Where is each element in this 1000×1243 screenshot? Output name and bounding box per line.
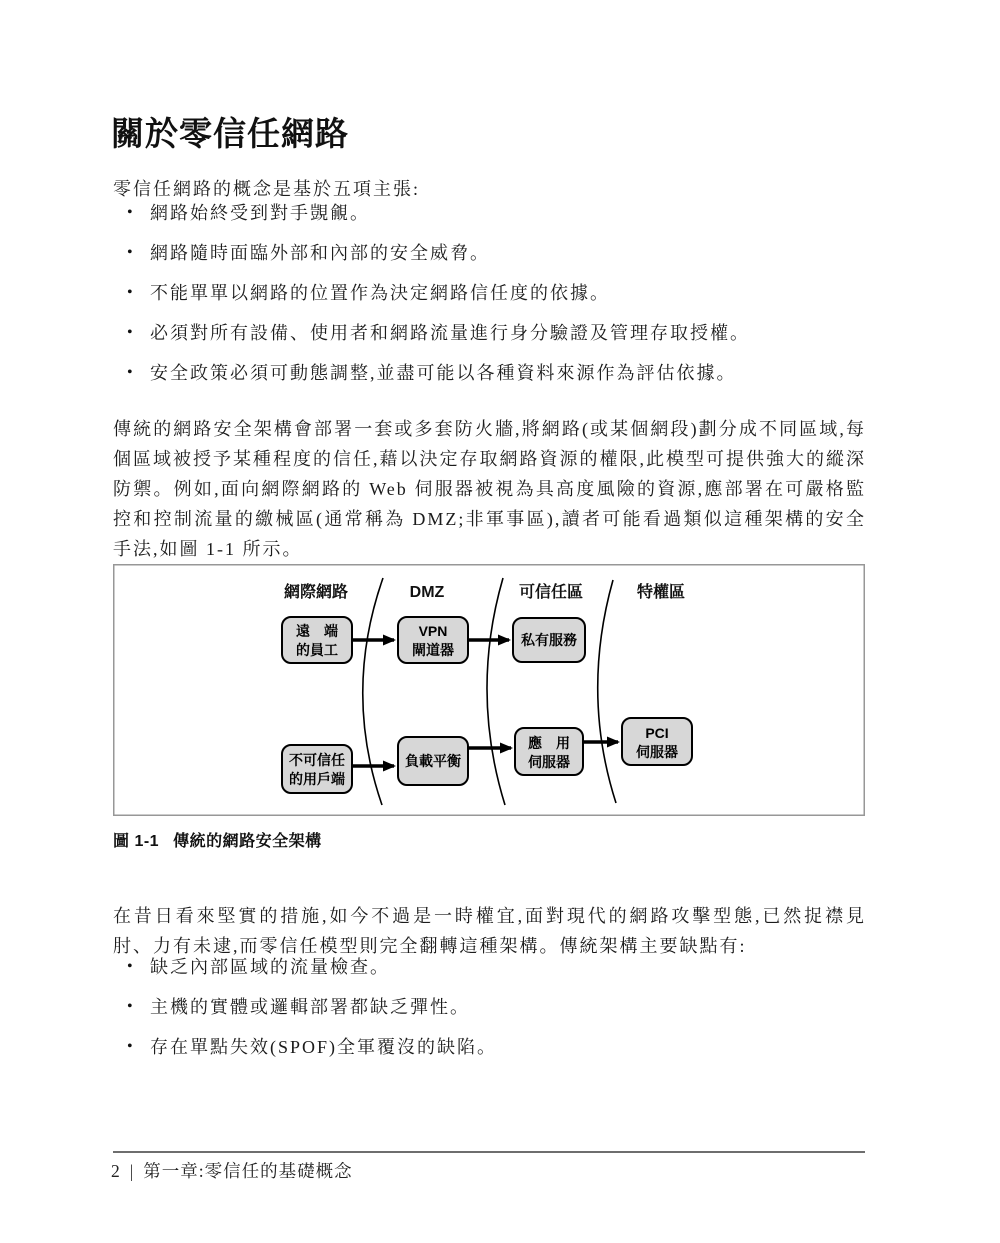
node-app-server (515, 728, 583, 775)
node-label: 伺服器 (528, 754, 570, 770)
node-load-balancer (398, 737, 468, 785)
figure-caption-text: 傳統的網路安全架構 (173, 833, 322, 850)
bullet-icon: • (127, 284, 133, 301)
bullet-icon: • (127, 204, 133, 221)
principle-item (127, 278, 866, 308)
bullet-icon: • (127, 364, 133, 381)
node-label: 伺服器 (636, 744, 678, 760)
principle-item (127, 318, 866, 348)
page-footer (111, 1157, 353, 1185)
zone-label-trusted: 可信任區 (518, 584, 584, 601)
node-label: 遠 端 (296, 623, 338, 639)
weakness-item (127, 992, 866, 1022)
footer-rule (113, 1151, 865, 1153)
footer-chapter: 第一章:零信任的基礎概念 (143, 1161, 353, 1181)
figure-caption-label: 圖 1-1 (113, 833, 160, 850)
footer-page-number: 2 (111, 1161, 121, 1181)
bullet-icon: • (127, 324, 133, 341)
node-vpn-gateway (398, 617, 468, 663)
node-untrusted-client (282, 745, 352, 793)
zone-label-dmz: DMZ (409, 584, 445, 601)
zone-label-internet: 網際網路 (283, 584, 349, 601)
bullet-icon: • (127, 958, 133, 975)
figure-caption (113, 828, 322, 851)
weakness-item (127, 952, 866, 982)
node-label: VPN (418, 623, 448, 639)
paragraph-traditional-architecture: 傳統的網路安全架構會部署一套或多套防火牆,將網路(或某個網段)劃分成不同區域,每個區域被授予某種程度的信任,藉以決定存取網路資源的權限,此模型可提供強大的縱深防禦。例如,面向網際網路的 Web 伺服器被視為具高度風險的資源,應部署在可嚴格監控和控制流量的繳械區(通常稱為 DMZ;非軍事區),讀者可能看過類似這種架構的安全手法,如圖 1-1 所示。 (113, 419, 866, 559)
node-label: 不可信任 (289, 752, 345, 768)
weakness-item (127, 1032, 866, 1062)
weakness-text: 缺乏內部區域的流量檢查。 (150, 957, 390, 977)
figure-1-1-diagram (113, 564, 865, 816)
page-title: 關於零信任網路 (111, 115, 349, 153)
intro-paragraph: 零信任網路的概念是基於五項主張: (113, 179, 420, 199)
principle-item (127, 238, 866, 268)
principles-list (127, 198, 866, 398)
principle-text: 不能單單以網路的位置作為決定網路信任度的依據。 (150, 283, 610, 303)
bullet-icon: • (127, 1038, 133, 1055)
node-private-service (513, 618, 585, 662)
principle-item (127, 198, 866, 228)
principle-text: 網路始終受到對手覬覦。 (150, 203, 370, 223)
principle-text: 網路隨時面臨外部和內部的安全威脅。 (150, 243, 490, 263)
node-label: 私有服務 (521, 632, 577, 648)
bullet-icon: • (127, 998, 133, 1015)
node-label: 應 用 (528, 735, 570, 751)
principle-text: 安全政策必須可動態調整,並盡可能以各種資料來源作為評估依據。 (150, 363, 737, 383)
node-pci-server (622, 718, 692, 765)
node-label: PCI (645, 725, 669, 741)
node-remote-worker (282, 617, 352, 663)
weaknesses-list (127, 952, 866, 1072)
node-label: 的用戶端 (289, 771, 345, 787)
principle-text: 必須對所有設備、使用者和網路流量進行身分驗證及管理存取授權。 (150, 323, 750, 343)
node-label: 閘道器 (412, 642, 454, 658)
zone-label-privileged: 特權區 (636, 584, 686, 601)
paragraph-modern-attacks: 在昔日看來堅實的措施,如今不過是一時權宜,面對現代的網路攻擊型態,已然捉襟見肘、力有未逮,而零信任模型則完全翻轉這種架構。傳統架構主要缺點有: (113, 906, 866, 956)
weakness-text: 存在單點失效(SPOF)全軍覆沒的缺陷。 (150, 1037, 498, 1057)
figure-border (114, 565, 865, 816)
node-label: 負載平衡 (405, 753, 461, 769)
principle-item (127, 358, 866, 388)
weakness-text: 主機的實體或邏輯部署都缺乏彈性。 (150, 997, 470, 1017)
bullet-icon: • (127, 244, 133, 261)
footer-divider: | (129, 1161, 135, 1181)
node-label: 的員工 (296, 642, 338, 658)
